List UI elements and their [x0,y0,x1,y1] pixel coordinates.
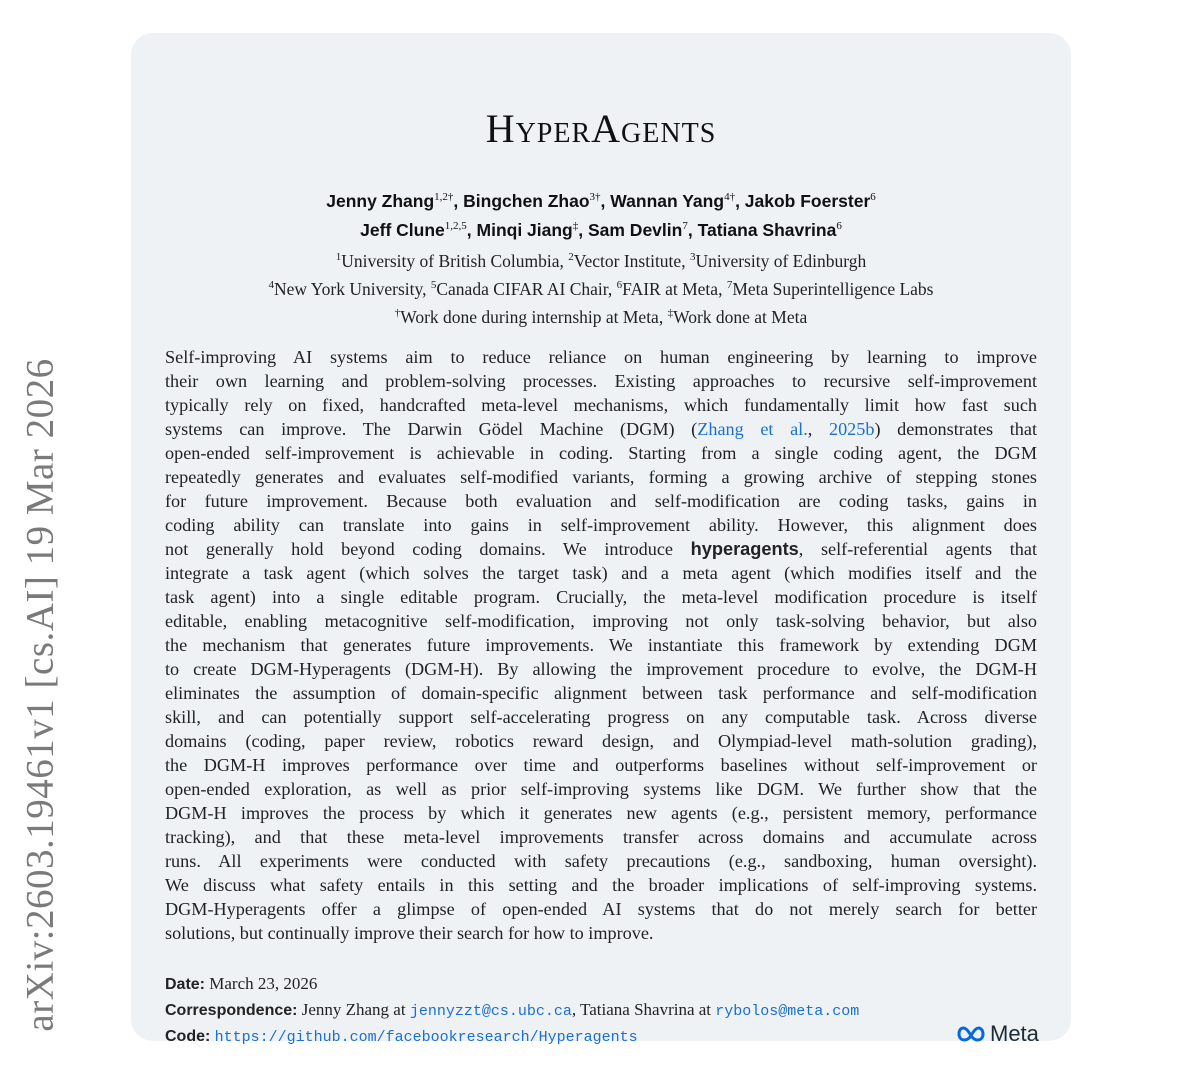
affiliation-mark: 3 [689,251,696,263]
author-name: Bingchen Zhao [463,190,590,211]
arxiv-side-stamp: arXiv:2603.19461v1 [cs.AI] 19 Mar 2026 [18,358,62,1032]
abstract-line [165,585,1037,609]
citation-link[interactable]: Zhang et al. [697,419,808,439]
abstract-text: systems can improve. The Darwin Gödel Machine (DGM) ( [165,419,698,439]
abstract-text: , [807,419,829,439]
author-name: Wannan Yang [610,190,725,211]
author-affiliation-mark: 1,2† [434,191,454,203]
affiliation-line: $^4$New York University, $^5$Canada CIFAR AI Chair, $^6$FAIR at Meta, $^7$Meta Superintelligence Labs [268,278,934,299]
abstract-line [165,705,1037,729]
abstract-line [165,777,1037,801]
affiliation-name: University of Edinburgh [695,250,867,271]
abstract-text: Self-improving AI systems aim to reduce reliance on human engineering by learning to improve [165,347,1037,367]
abstract-text: eliminates the assumption of domain-specific alignment between task performance and self-modification [165,683,1037,703]
author-affiliation-mark: 7 [682,219,688,232]
affiliation-mark: 7 [726,278,733,291]
abstract-line [165,513,1037,537]
abstract-text: open-ended exploration, as well as prior self-improving systems like DGM. We further show that the [165,779,1037,799]
abstract-line [165,753,1037,777]
abstract-text: tracking), and that these meta-level improvements transfer across domains and accumulate across [165,827,1037,847]
abstract-text: skill, and can potentially support self-accelerating progress on any computable task. Across diverse [165,707,1037,727]
date-label: Date: [165,976,206,993]
abstract-line [165,849,1037,873]
author-affiliation-mark: 3† [589,191,601,203]
abstract-line [165,345,1037,369]
code-label: Code: [165,1028,211,1045]
affiliation-name: FAIR at Meta [622,278,719,299]
affiliations [131,245,1071,328]
date-value: March 23, 2026 [209,974,318,993]
code-row [165,1024,859,1051]
correspondence-label: Correspondence: [165,1001,298,1019]
email-link[interactable]: jennyzzt@cs.ubc.ca [409,1002,572,1020]
abstract-line [165,561,1037,585]
citation-link[interactable]: 2025b [828,419,875,439]
affiliation-mark: 5 [430,278,437,291]
affiliation-name: New York University [274,278,423,299]
abstract-line [165,489,1037,513]
abstract-text: , self-referential agents that [798,539,1038,559]
meta-logo-text: Meta [990,1021,1039,1046]
abstract-text: their own learning and problem-solving processes. Existing approaches to recursive self-improvement [165,371,1037,391]
author-name: Jeff Clune [360,219,445,240]
affiliation-name: Meta Superintelligence Labs [732,278,934,299]
affiliation-name: Work done during internship at Meta [400,306,659,327]
date-row [165,972,859,998]
author-affiliation-mark: 1,2,5 [444,219,467,232]
abstract-line [165,801,1037,825]
affiliation-name: Vector Institute [573,250,682,271]
author-affiliation-mark: ‡ [572,219,579,232]
abstract-text: the DGM-H improves performance over time and outperforms baselines without self-improvement or [165,755,1037,775]
meta-logo [955,1021,1039,1047]
affiliation-mark: 2 [568,251,574,263]
affiliation-mark: 4 [268,278,274,291]
affiliation-mark: 6 [616,278,623,291]
author-name: Jenny Zhang [326,190,435,211]
abstract-text: We discuss what safety entails in this setting and the broader implications of self-improving systems. [165,875,1037,895]
meta-infinity-icon [955,1025,987,1043]
abstract-text: typically rely on fixed, handcrafted meta-level mechanisms, which fundamentally limit how fast such [165,395,1037,415]
author-name: Minqi Jiang [476,219,573,240]
abstract-text: runs. All experiments were conducted with safety precautions (e.g., sandboxing, human oversight). [165,851,1037,871]
abstract-text: open-ended self-improvement is achievable in coding. Starting from a single coding agent, the DGM [165,443,1037,463]
abstract-line [165,633,1037,657]
abstract-line [165,465,1037,489]
abstract-line [165,393,1037,417]
author-line: Jeff Clune$^{1,2,5}$, Minqi Jiang‡, Sam Devlin$^7$, Tatiana Shavrina$^6$ [360,219,842,240]
abstract-text: repeatedly generates and evaluates self-modified variants, forming a growing archive of stepping stones [165,467,1037,487]
abstract-text: task agent) into a single editable program. Crucially, the meta-level modification procedure is itself [165,587,1037,607]
abstract-text: to create DGM-Hyperagents (DGM-H). By allowing the improvement procedure to evolve, the DGM-H [165,659,1037,679]
affiliation-name: Work done at Meta [673,306,808,327]
author-line: Jenny Zhang$^{1,2\dagger}$, Bingchen Zhao$^{3\dagger}$, Wannan Yang$^{4\dagger}$, Jakob Foerster$^6$ [326,190,876,211]
author-affiliation-mark: 6 [870,191,876,203]
affiliation-name: University of British Columbia [341,250,560,271]
author-affiliation-mark: 4† [724,191,736,203]
abstract-text: coding ability can translate into gains in self-improvement ability. However, this alignment does [165,515,1037,535]
abstract-text: the mechanism that generates future improvements. We instantiate this framework by extending DGM [165,635,1037,655]
email-link[interactable]: rybolos@meta.com [715,1002,860,1020]
affiliation-line: †Work done during internship at Meta, ‡Work done at Meta [394,306,808,327]
author-name: Sam Devlin [587,219,683,240]
affiliation-name: Canada CIFAR AI Chair [436,278,608,299]
abstract-text: not generally hold beyond coding domains. We introduce [165,539,691,559]
bold-term: hyperagents [690,539,799,559]
abstract-line [165,897,1037,921]
abstract-text: editable, enabling metacognitive self-modification, improving not only task-solving behavior, but also [165,611,1037,631]
abstract-text: integrate a task agent (which solves the target task) and a meta agent (which modifies itself and the [165,563,1037,583]
affiliation-mark: ‡ [667,306,674,319]
abstract-line [165,609,1037,633]
correspondence-name: Jenny Zhang at [301,999,406,1019]
abstract-text: solutions, but continually improve their search for how to improve. [165,923,654,943]
abstract-line [165,921,1037,945]
abstract-line [165,369,1037,393]
author-list [131,185,1071,243]
abstract-line [165,681,1037,705]
affiliation-line: $^1$University of British Columbia, $^2$Vector Institute, $^3$University of Edinburgh [335,250,867,271]
abstract-line [165,825,1037,849]
abstract-line [165,537,1037,561]
abstract-line [165,873,1037,897]
abstract-text: DGM-H improves the process by which it generates new agents (e.g., persistent memory, performance [165,803,1037,823]
code-link[interactable]: https://github.com/facebookresearch/Hyperagents [214,1029,638,1046]
abstract-text: for future improvement. Because both evaluation and self-modification are coding tasks, gains in [165,491,1037,511]
correspondence-name: , Tatiana Shavrina at [571,999,712,1019]
abstract-line [165,417,1037,441]
affiliation-mark: 1 [335,251,342,263]
abstract-text: ) demonstrates that [874,419,1037,439]
paper-info [165,972,859,1051]
correspondence-row [165,998,859,1025]
abstract-text: domains (coding, paper review, robotics reward design, and Olympiad-level math-solution grading), [165,731,1037,751]
paper-header-card [131,33,1071,1046]
abstract-line [165,657,1037,681]
abstract-text: DGM-Hyperagents offer a glimpse of open-ended AI systems that do not merely search for better [165,899,1037,919]
affiliation-mark: † [394,306,401,319]
abstract-line [165,729,1037,753]
paper-title: HyperAgents [485,106,717,151]
abstract [165,345,1037,945]
author-affiliation-mark: 6 [836,219,842,232]
abstract-line [165,441,1037,465]
author-name: Tatiana Shavrina [697,219,837,240]
author-name: Jakob Foerster [744,190,871,211]
